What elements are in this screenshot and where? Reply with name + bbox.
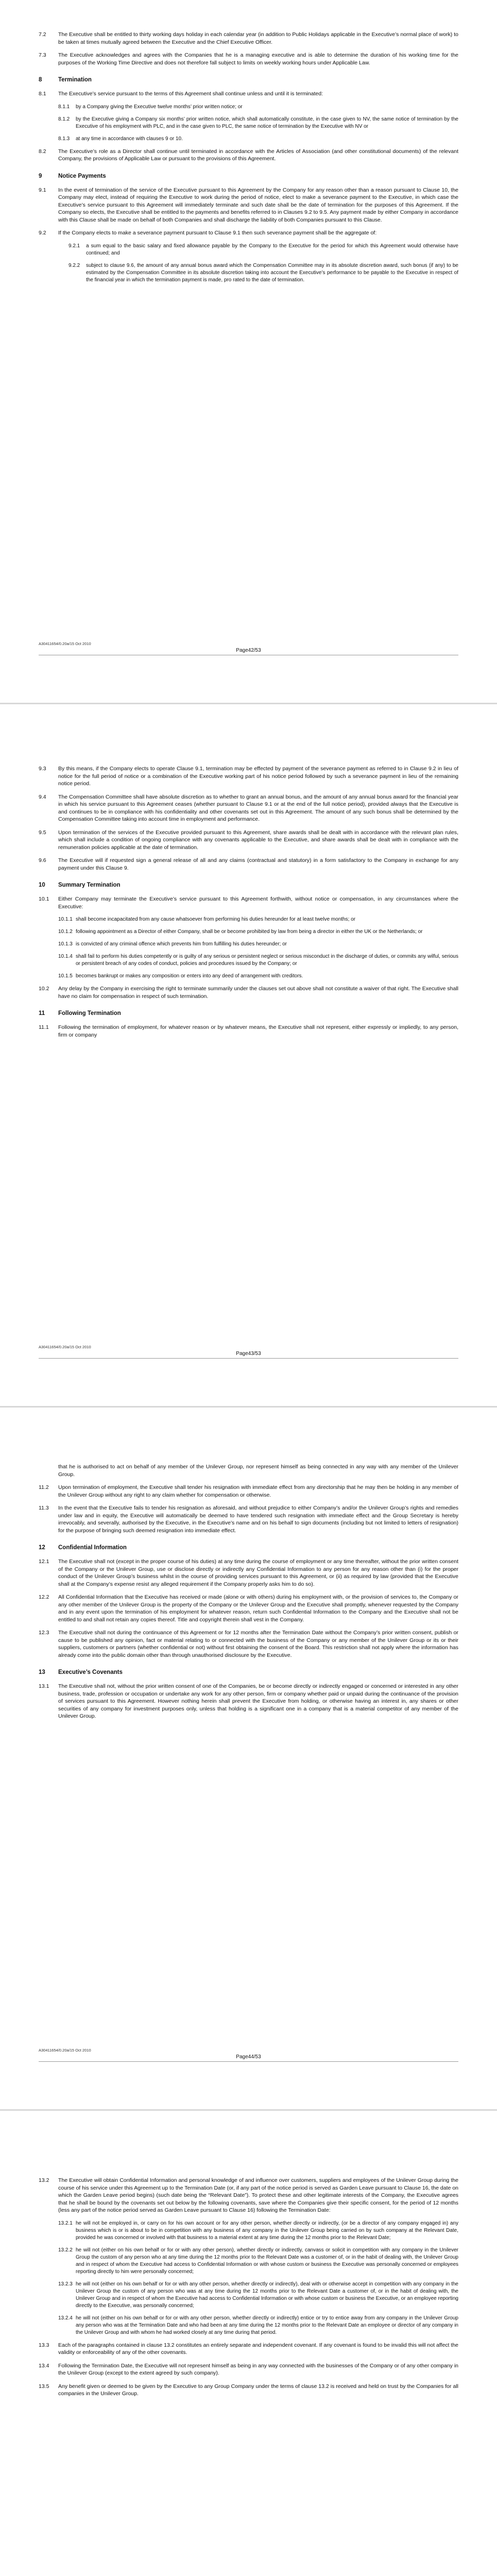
clause [39,765,458,788]
section-title: Notice Payments [58,173,106,179]
clause-number: 11.1 [39,1024,49,1030]
clause-text: The Executive’s role as a Director shall continue until terminated in accordance with the Articles of Association (and other constitutional documents) of the relevant Company, the provisions of Applicable Law or pursuant to the provisions of this Agreement. [58,148,458,162]
clause [39,187,458,224]
subclause-text: is convicted of any criminal offence which prevents him from fulfilling his duties hereunder; or [76,941,287,947]
subclause [58,2315,458,2336]
clause [39,1504,458,1534]
section-heading [39,1010,458,1016]
subclause-number: 8.1.3 [58,135,70,142]
subclause-text: he will not (either on his own behalf or for or with any other person, whether directly or indirectly), deal with or otherwise accept in competition with any company in the Unilever Group the custom of any person who was at any time during the 12 months prior to the Relevant Date a customer of, or in the habit of dealing with, the Unilever Group and in respect of whom the Executive had access to Confidential Information or with whose custom or business the Executive, or an employee reporting directly to the Executive, was personally concerned; [76,2281,458,2309]
section-title: Following Termination [58,1010,121,1016]
subclause [58,916,458,923]
clause [39,1024,458,1039]
document-page [0,0,497,703]
clause-number: 8.1 [39,91,46,97]
clause-number: 9.1 [39,187,46,193]
clause-text: The Executive acknowledges and agrees with the Companies that he is a managing executive and is able to determine the duration of his working time for the purposes of the Working Time Directive and does not therefore fall subject to limits on weekly working hours under Applicable Law. [58,52,458,66]
subclause-text: a sum equal to the basic salary and fixed allowance payable by the Company to the Executive for the period for which this Agreement would otherwise have continued; and [86,243,458,256]
document-page [0,703,497,1406]
subclause-number: 10.1.5 [58,973,73,979]
clause [39,90,458,98]
subclause-text: he will not (either on his own behalf or for or with any other person), whether directly or indirectly, canvass or solicit in competition with any company in the Unilever Group the custom of any person who at any time during the 12 months prior to the Relevant Date was a customer of, or in the habit of dealing with, the Unilever Group and in respect of whom the Executive had access to Confidential Information or with whose custom or business the Executive was personally concerned or employees reporting directly to him were personally concerned; [76,2247,458,2275]
subclause [58,941,458,948]
section-title: Executive’s Covenants [58,1669,123,1675]
clause [39,793,458,823]
section-heading [39,173,458,179]
section-heading [39,77,458,83]
subclause-text: becomes bankrupt or makes any composition or enters into any deed of arrangement with creditors. [76,973,303,979]
clause-text: Following the Termination Date, the Executive will not represent himself as being in any way connected with the businesses of the Company or of any other company in the Unilever Group (except to the extent agreed by such company). [58,2362,458,2376]
section-number: 8 [39,77,42,83]
subclause-number: 10.1.3 [58,941,73,947]
clause-text: The Compensation Committee shall have absolute discretion as to whether to grant an annual bonus, and the amount of any annual bonus award for the financial year in which his service pursuant to this Agreement ceases (whether pursuant to Clause 9.1 or at the end of the full notice period), provided always that the Executive is and continues to be in compliance with his confidentiality and other covenants set out in this Agreement. The amount of any such bonus shall be determined by the Compensation Committee taking into account time in employment and performance. [58,793,458,822]
clause-number: 12.2 [39,1594,49,1600]
clause-text: The Executive’s service pursuant to the terms of this Agreement shall continue unless and until it is terminated: [58,91,323,97]
clause-number: 11.2 [39,1484,49,1490]
subclause-text: by the Executive giving a Company six months’ prior written notice, which shall automatically constitute, in the case given to NV, the same notice of termination by the Executive of his employment with PLC, and in the case given to PLC, the same notice of termination by the Executive with NV or [76,116,458,129]
clause-text: By this means, if the Company elects to operate Clause 9.1, termination may be effected by payment of the severance payment as referred to in Clause 9.2 in lieu of notice for the full period of notice or a combination of the Executive working part of his notice period followed by such a severance payment in lieu of the remaining notice period. [58,766,458,787]
clause-text: Each of the paragraphs contained in clause 13.2 constitutes an entirely separate and independent covenant. If any covenant is found to be invalid this will not affect the validity or enforceability of any of the other covenants. [58,2342,458,2355]
subclause-text: he will not be employed in, or carry on for his own account or for any other person, whether directly or indirectly, (or be a director of any company engaged in) any business which is or is about to be in competition with any business of any company in the Unilever Group being carried on by such company at the Relevant Date, provided he was concerned or involved with that business to a material extent at any time during the 12 months prior to the Relevant Date; [76,2220,458,2241]
subclause-number: 10.1.2 [58,929,73,935]
clause-text: Any delay by the Company in exercising the right to terminate summarily under the clauses set out above shall not constitute a waiver of that right. The Executive shall have no claim for compensation in respect of such termination. [58,986,458,999]
clause-number: 9.6 [39,857,46,863]
clause [39,2383,458,2398]
subclause-text: at any time in accordance with clauses 9 or 10. [76,135,183,142]
subclause [58,116,458,130]
document-page [0,1406,497,2110]
subclause [58,135,458,143]
clause [39,829,458,852]
clause-number: 10.2 [39,986,49,992]
subclause [58,973,458,980]
subclause-text: following appointment as a Director of either Company, shall be or become prohibited by law from being a director in either the UK or the Netherlands; or [76,929,423,935]
subclause-number: 9.2.1 [68,243,80,249]
clause-number: 13.2 [39,2177,49,2183]
clause-text: The Executive will if requested sign a general release of all and any claims (contractual and statutory) in a form satisfactory to the Company in exchange for any payment under this Clause 9. [58,857,458,871]
clause-text: that he is authorised to act on behalf of any member of the Unilever Group, nor represent himself as being connected in any way with any member of the Unilever Group. [58,1464,458,1478]
clause-text: Following the termination of employment, for whatever reason or by whatever means, the Executive shall not represent, either expressly or impliedly, to any person, firm or company [58,1024,458,1038]
clause [39,1683,458,1720]
clause-text: The Executive shall be entitled to thirty working days holiday in each calendar year (in addition to Public Holidays applicable in the Executive’s normal place of work) to be taken at times mutually agreed between the Executive and the Chief Executive Officer. [58,31,458,45]
page-separator [0,2109,497,2111]
clause [39,1594,458,1623]
subclause-number: 13.2.4 [58,2315,73,2321]
page-separator [0,703,497,704]
clause-number: 7.2 [39,31,46,38]
section-heading [39,1669,458,1675]
clause-number: 9.4 [39,793,46,800]
clause-text: The Executive shall not, without the prior written consent of one of the Companies, be or become directly or indirectly engaged or concerned or interested in any other business, trade, profession or occupation or undertake any work for any other person, firm or company whether paid or unpaid during the continuance of the provision of services pursuant to this Agreement. However nothing herein shall prevent the Executive from holding, or otherwise having an interest in, any shares or other securities of any company for investment purposes only, unless that holding is a significant one in a company that is a material competitor of any member of the Unilever Group. [58,1683,458,1719]
section-heading [39,1545,458,1551]
clause-number: 8.2 [39,148,46,155]
section-number: 11 [39,1010,45,1016]
clause-number: 11.3 [39,1505,49,1511]
subclause-number: 10.1.4 [58,954,73,959]
section-number: 10 [39,882,45,888]
clause [39,2362,458,2377]
clause-text: In the event of termination of the service of the Executive pursuant to this Agreement by the Company for any reason other than a reason pursuant to Clause 10, the Company may elect, instead of requiring the Executive to work during the period of notice, elect to make a severance payment to the Executive, in which case the Executive’s service pursuant to this Agreement will immediately terminate and such date shall be the date of termination for the purposes of this Agreement. If the Company so elects, the Executive shall be entitled to the payments and benefits referred to in Clauses 9.2 to 9.5. Any payment made by either Company in accordance with this Clause shall be made on behalf of both Companies and shall discharge the liability of both Companies pursuant to this Clause. [58,187,458,223]
clause [39,1629,458,1659]
subclause-text: shall become incapacitated from any cause whatsoever from performing his duties hereunder for at least twelve months; or [76,917,356,922]
clause [39,1463,458,1478]
clause-text: Any benefit given or deemed to be given by the Executive to any Group Company under the terms of clause 13.2 is received and held on trust by the Companies for all companies in the Unilever Group. [58,2383,458,2397]
subclause-number: 13.2.1 [58,2220,73,2226]
clause-text: If the Company elects to make a severance payment pursuant to Clause 9.1 then such severance payment shall be the aggregate of: [58,230,377,236]
clause-text: The Executive will obtain Confidential Information and personal knowledge of and influence over customers, suppliers and employees of the Unilever Group during the course of his service under this Agreement up to the Termination Date (or, if any part of the notice period is served as Garden Leave pursuant to Clause 16, the date on which the Garden Leave period begins) (such date being the “Relevant Date”). To protect these and other legitimate interests of the Company, the Executive agrees that he shall be bound by the covenants set out below by the following covenants, save where the Companies give their specific consent, for the period of 12 months (less any part of the notice period served as Garden Leave pursuant to Clause 16) following the Termination Date: [58,2177,458,2213]
subclause [58,928,458,936]
subclause [58,2281,458,2310]
section-heading [39,882,458,888]
clause-number: 13.1 [39,1683,49,1689]
clause-text: The Executive shall not during the continuance of this Agreement or for 12 months after the Termination Date without the Company’s prior written consent, publish or cause to be published any opinion, fact or material relating to or connected with the business of the Company or any member of the Unilever Group or its or their suppliers, customers or partners (whether confidential or not) without first obtaining the consent of the Board. This restriction shall not apply where the information has already come into the public domain other than through unauthorised disclosure by the Executive. [58,1630,458,1658]
subclause-number: 8.1.2 [58,116,70,122]
clause-number: 13.3 [39,2342,49,2348]
page-separator [0,1406,497,1408]
subclause [58,953,458,968]
clause-number: 9.3 [39,766,46,772]
clause-number: 9.5 [39,829,46,836]
clause [39,1484,458,1499]
subclause-number: 9.2.2 [68,262,80,268]
subclause [68,243,458,257]
section-number: 12 [39,1545,45,1551]
subclause-number: 8.1.1 [58,104,70,110]
clause [39,31,458,46]
subclause-text: shall fail to perform his duties competently or is guilty of any serious or persistent neglect or serious misconduct in the discharge of duties, or commits any wilful, serious or persistent breach of any codes of conduct, policies and procedures issued by the Company; or [76,954,458,967]
subclause [58,2247,458,2276]
clause-number: 9.2 [39,230,46,236]
clause [39,857,458,872]
subclause-number: 13.2.3 [58,2281,73,2287]
subclause-number: 13.2.2 [58,2247,73,2253]
clause-number: 12.1 [39,1558,49,1565]
clause-text: Either Company may terminate the Executive’s service pursuant to this Agreement forthwith, without notice or compensation, in any circumstances where the Executive: [58,896,458,910]
clause-number: 7.3 [39,52,46,58]
subclause-text: he will not (either on his own behalf or for or with any other person, whether directly or indirectly) entice or try to entice away from any company in the Unilever Group any person who was at the Termination Date and who had been at any time during the 12 months prior to the Relevant Date an employee or director of any company in the Unilever Group and with whom he had worked closely at any time during that period. [76,2315,458,2335]
footer-divider [39,1358,458,1359]
section-title: Termination [58,77,92,83]
section-title: Summary Termination [58,882,121,888]
clause-number: 13.4 [39,2362,49,2369]
document-page [0,2110,497,2576]
clause [39,985,458,1000]
footer-document-ref: A30411654/0.20a/15 Oct 2010 [39,1345,91,1349]
page-number: Page44/53 [236,2054,261,2060]
clause-number: 13.5 [39,2383,49,2389]
clause-text: In the event that the Executive fails to tender his resignation as aforesaid, and without prejudice to either Company’s and/or the Unilever Group’s rights and remedies under law and in equity, the Executive will automatically be deemed to have tendered such resignation with immediate effect and the Group Secretary is hereby irrevocably, and severally, authorised by the Executive, in the Executive’s name and on his behalf to sign documents (including but not limited to letters of resignation) for the purpose of bringing such deemed resignation into immediate effect. [58,1505,458,1534]
subclause-number: 10.1.1 [58,917,73,922]
clause-number: 10.1 [39,896,49,902]
subclause [68,262,458,284]
clause [39,895,458,910]
clause [39,229,458,237]
clause-text: All Confidential Information that the Executive has received or made (alone or with others) during his employment with, or the provision of services to, the Company or any other member of the Unilever Group is the property of the Company or the Unilever Group and the Executive shall promptly, whenever requested by the Company and in any event upon the termination of his employment for whatever reason, return such Confidential Information to the Company and the Executive shall not be entitled to and shall not retain any copies thereof. Title and copyright therein shall vest in the Company. [58,1594,458,1623]
page-number: Page42/53 [236,648,261,653]
subclause-text: by a Company giving the Executive twelve months’ prior written notice; or [76,104,243,110]
clause-text: Upon termination of employment, the Executive shall tender his resignation with immediate effect from any directorship that he may then be holding in any member of the Unilever Group without any right to any claim whether for compensation or otherwise. [58,1484,458,1498]
clause [39,148,458,163]
clause-text: The Executive shall not (except in the proper course of his duties) at any time during the course of employment or any time thereafter, without the prior written consent of the Company or the Unilever Group, use or disclose directly or indirectly any Confidential Information to any person for any reason other than (i) for the proper conduct of the Unilever Group’s business whilst in the course of providing services pursuant to this Agreement, or (ii) as required by law (provided that the Executive shall at the Company’s expense resist any alleged requirement if the Company properly asks him to do so). [58,1558,458,1587]
section-title: Confidential Information [58,1545,127,1551]
section-number: 9 [39,173,42,179]
subclause [58,104,458,111]
subclause-text: subject to clause 9.6, the amount of any annual bonus award which the Compensation Committee may in its absolute discretion award, such bonus (if any) to be estimated by the Compensation Committee in its absolute discretion taking into account the Executive’s performance to be payable to the Executive in respect of the financial year in which the termination payment is made, pro rated to the date of termination. [86,262,458,283]
clause-number: 12.3 [39,1630,49,1636]
footer-document-ref: A30411654/0.20a/15 Oct 2010 [39,2048,91,2053]
clause [39,2342,458,2357]
clause [39,2177,458,2214]
clause [39,52,458,66]
section-number: 13 [39,1669,45,1675]
footer-divider [39,2061,458,2062]
clause-number [39,1463,58,1478]
footer-document-ref: A30411654/0.20a/15 Oct 2010 [39,641,91,646]
subclause [58,2220,458,2242]
clause-text: Upon termination of the services of the Executive provided pursuant to this Agreement, share awards shall be dealt with in accordance with the relevant plan rules, which shall include a condition of ongoing compliance with any covenants applicable to the Executive, and share awards shall be dealt with in compliance with the remuneration policies applicable at the date of termination. [58,829,458,851]
page-number: Page43/53 [236,1351,261,1357]
clause [39,1558,458,1588]
